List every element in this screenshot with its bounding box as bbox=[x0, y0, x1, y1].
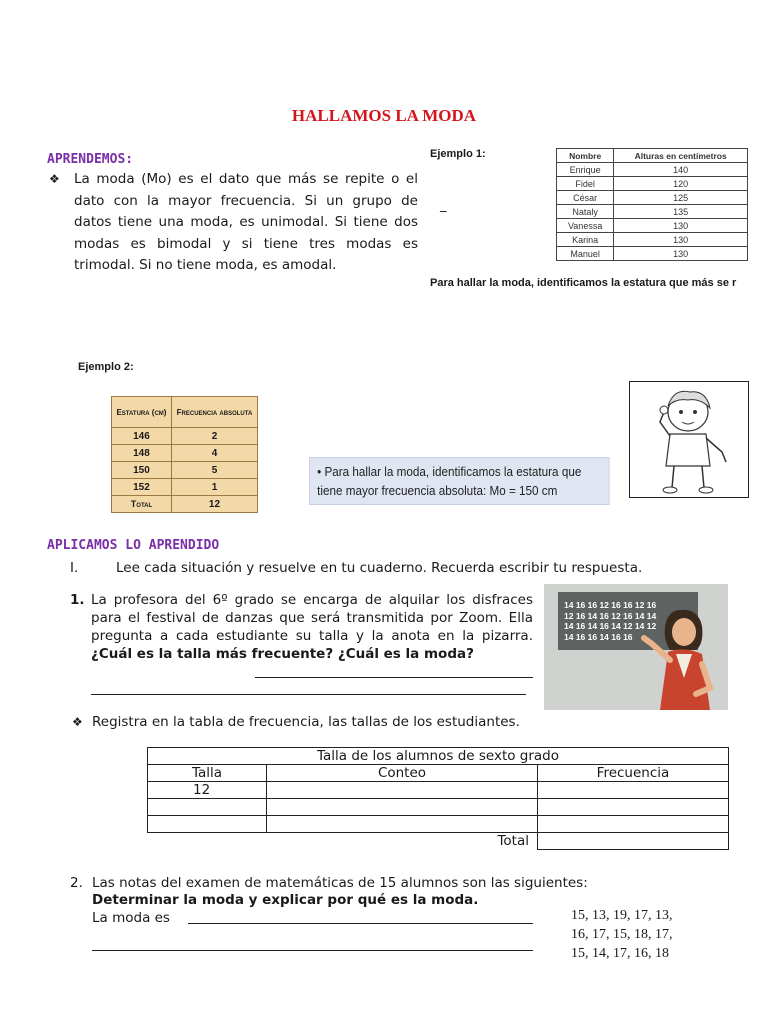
instruction-text: Lee cada situación y resuelve en tu cuaderno. Recuerda escribir tu respuesta. bbox=[116, 560, 643, 576]
answer-line[interactable] bbox=[91, 682, 526, 695]
table-row bbox=[112, 445, 258, 462]
cell: 140 bbox=[614, 163, 748, 177]
table-row bbox=[112, 479, 258, 496]
teacher-icon bbox=[640, 608, 728, 710]
cell: 148 bbox=[112, 445, 172, 462]
cell: Karina bbox=[557, 233, 614, 247]
talla-cell[interactable]: 12 bbox=[148, 782, 267, 799]
ejemplo1-label: Ejemplo 1: bbox=[430, 148, 486, 160]
answer-line[interactable] bbox=[188, 911, 533, 924]
cell: 130 bbox=[614, 233, 748, 247]
header-talla: Talla bbox=[148, 765, 267, 782]
frequency-example-table bbox=[111, 396, 258, 513]
frecuencia-cell[interactable] bbox=[538, 799, 729, 816]
frequency-table bbox=[147, 747, 729, 850]
talla-cell[interactable] bbox=[148, 799, 267, 816]
cell: Enrique bbox=[557, 163, 614, 177]
answer-line[interactable] bbox=[255, 665, 533, 678]
table-total-row bbox=[112, 496, 258, 513]
conteo-cell[interactable] bbox=[267, 816, 538, 833]
cell: Nataly bbox=[557, 205, 614, 219]
task1-question: ¿Cuál es la talla más frecuente? ¿Cuál es la moda? bbox=[91, 646, 474, 662]
notes-line: 16, 17, 15, 18, 17, bbox=[571, 927, 673, 942]
frecuencia-cell[interactable] bbox=[538, 782, 729, 799]
diamond-bullet-icon: ❖ bbox=[72, 715, 83, 729]
cell: Fidel bbox=[557, 177, 614, 191]
cell: 1 bbox=[171, 479, 257, 496]
cell: César bbox=[557, 191, 614, 205]
table-row bbox=[557, 163, 748, 177]
board-line: 14 16 16 12 16 16 12 16 bbox=[564, 600, 657, 610]
cell: 2 bbox=[171, 428, 257, 445]
heights-header-name: Nombre bbox=[557, 149, 614, 163]
dash-mark: _ bbox=[440, 198, 447, 213]
table-row bbox=[148, 816, 729, 833]
cell: 5 bbox=[171, 462, 257, 479]
ejemplo1-caption: Para hallar la moda, identificamos la estatura que más se r bbox=[430, 277, 737, 289]
table-row bbox=[112, 462, 258, 479]
table-row bbox=[557, 233, 748, 247]
table-row bbox=[557, 191, 748, 205]
task1-text bbox=[91, 591, 533, 663]
header-estatura: Estatura (cm) bbox=[112, 397, 172, 428]
table-total-row bbox=[148, 833, 729, 850]
cell: 130 bbox=[614, 219, 748, 233]
cell: 150 bbox=[112, 462, 172, 479]
table-row bbox=[112, 428, 258, 445]
task2-number: 2. bbox=[70, 875, 83, 891]
task2-text: Las notas del examen de matemáticas de 15 alumnos son las siguientes: bbox=[92, 875, 588, 891]
heights-table bbox=[556, 148, 748, 261]
board-line: 14 16 16 14 16 16 bbox=[564, 631, 633, 642]
cell: 135 bbox=[614, 205, 748, 219]
answer-line[interactable] bbox=[92, 938, 533, 951]
notes-line: 15, 13, 19, 17, 13, bbox=[571, 908, 673, 923]
header-frecuencia: Frecuencia bbox=[538, 765, 729, 782]
cell: 130 bbox=[614, 247, 748, 261]
table-row bbox=[557, 247, 748, 261]
cell: 146 bbox=[112, 428, 172, 445]
conteo-cell[interactable] bbox=[267, 782, 538, 799]
roman-numeral: I. bbox=[70, 560, 79, 576]
task2-question: Determinar la moda y explicar por qué es la moda. bbox=[92, 892, 479, 908]
cell: 152 bbox=[112, 479, 172, 496]
board-line: 12 16 14 16 12 16 14 14 bbox=[564, 610, 657, 621]
task1-body: La profesora del 6º grado se encarga de alquilar los disfraces para el festival de danzas que será transmitida por Zoom. Ella pregunta a cada estudiante su talla y la anota en la pizarra. bbox=[91, 592, 533, 644]
aprendemos-heading: APRENDEMOS: bbox=[47, 152, 134, 167]
heights-header-height: Alturas en centímetros bbox=[614, 149, 748, 163]
cell: 125 bbox=[614, 191, 748, 205]
notes-line: 15, 14, 17, 16, 18 bbox=[571, 946, 669, 961]
table-row bbox=[557, 219, 748, 233]
ejemplo2-explanation: • Para hallar la moda, identificamos la estatura que tiene mayor frecuencia absoluta: Mo = 150 cm bbox=[309, 457, 610, 505]
task1-number: 1. bbox=[70, 592, 85, 608]
table-row bbox=[148, 799, 729, 816]
cell: Vanessa bbox=[557, 219, 614, 233]
cell: 120 bbox=[614, 177, 748, 191]
total-cell[interactable] bbox=[538, 833, 729, 850]
ejemplo2-label: Ejemplo 2: bbox=[78, 361, 134, 373]
cell: 4 bbox=[171, 445, 257, 462]
total-label: Total bbox=[497, 833, 529, 850]
boy-thinking-icon bbox=[630, 382, 748, 497]
teacher-chalkboard-illustration bbox=[544, 584, 728, 710]
board-line: 14 16 14 16 14 12 14 12 bbox=[564, 621, 657, 631]
conteo-cell[interactable] bbox=[267, 799, 538, 816]
cell: Manuel bbox=[557, 247, 614, 261]
aplicamos-heading: APLICAMOS LO APRENDIDO bbox=[47, 538, 220, 553]
header-conteo: Conteo bbox=[267, 765, 538, 782]
header-frecuencia: Frecuencia absoluta bbox=[171, 397, 257, 428]
cell: Total bbox=[112, 496, 172, 513]
boy-illustration bbox=[629, 381, 749, 498]
answer-label: La moda es bbox=[92, 910, 170, 926]
frecuencia-cell[interactable] bbox=[538, 816, 729, 833]
register-instruction: Registra en la tabla de frecuencia, las tallas de los estudiantes. bbox=[92, 714, 520, 730]
table-row bbox=[148, 782, 729, 799]
talla-cell[interactable] bbox=[148, 816, 267, 833]
table-row bbox=[557, 205, 748, 219]
page-title: HALLAMOS LA MODA bbox=[291, 106, 477, 125]
diamond-bullet-icon: ❖ bbox=[49, 172, 60, 186]
cell: 12 bbox=[171, 496, 257, 513]
table-row bbox=[557, 177, 748, 191]
frequency-table-title: Talla de los alumnos de sexto grado bbox=[148, 748, 729, 765]
definition-text: La moda (Mo) es el dato que más se repite o el dato con la mayor frecuencia. Si un grupo de datos tiene una moda, es unimodal. Si tiene dos modas es bimodal y si tiene tres modas es trimodal. Si no tiene moda, es amodal. bbox=[74, 171, 418, 273]
notes-list bbox=[571, 906, 673, 963]
